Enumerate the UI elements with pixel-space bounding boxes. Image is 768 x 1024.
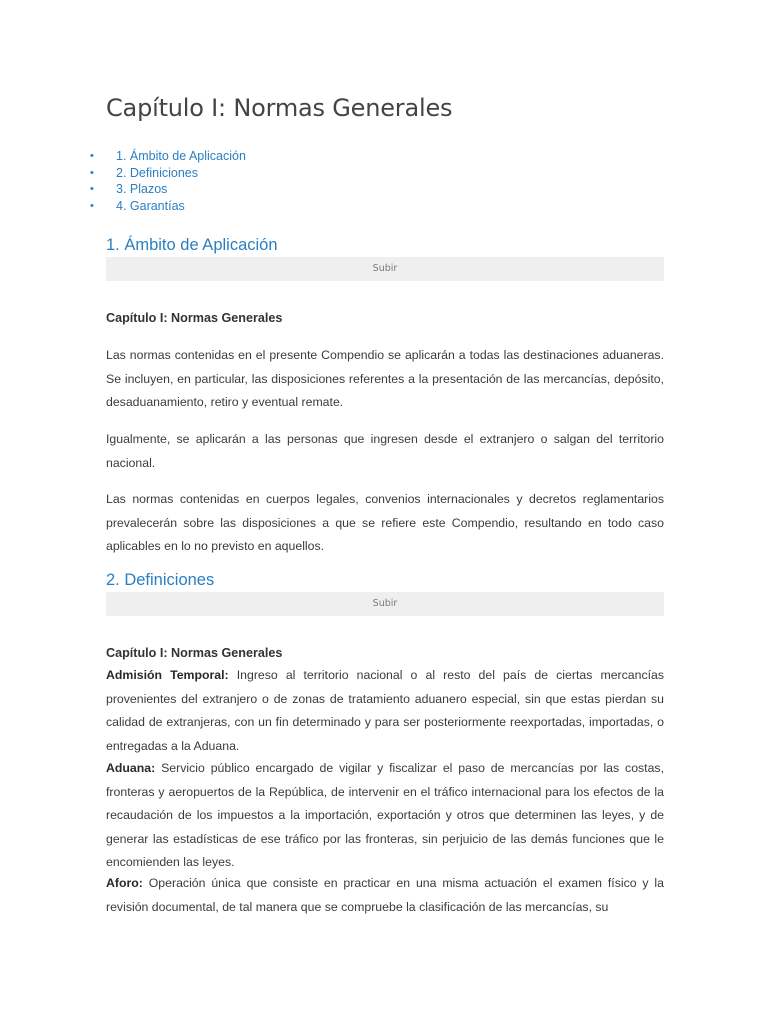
definition-text: Ingreso al territorio nacional o al resto del país de ciertas mercancías provenientes del extranjero o de zonas de tratamiento aduanero especial, sin que estas pierdan su calidad de extranjeras, con un fin determinado y para ser posteriormente reexportadas, importadas, o entregadas a la Aduana.	[106, 668, 665, 753]
paragraph: Igualmente, se aplicarán a las personas que ingresen desde el extranjero o salgan del territorio nacional.	[106, 432, 664, 470]
toc-link-plazos[interactable]: 3. Plazos	[116, 182, 168, 197]
bullet-icon: •	[90, 150, 94, 162]
subir-button[interactable]: Subir	[106, 592, 664, 616]
definition-text: Operación única que consiste en practicar en una misma actuación el examen físico y la revisión documental, de tal manera que se compruebe la clasificación de las mercancías, su	[106, 876, 664, 914]
definition-admision-temporal	[106, 664, 664, 758]
toc-link-ambito[interactable]: 1. Ámbito de Aplicación	[116, 149, 246, 163]
definition-term: Aforo:	[106, 876, 143, 890]
definition-term: Admisión Temporal:	[106, 668, 229, 682]
section-subtitle: Capítulo I: Normas Generales	[106, 646, 283, 660]
toc-link-definiciones[interactable]: 2. Definiciones	[116, 165, 198, 180]
definition-text: Servicio público encargado de vigilar y fiscalizar el paso de mercancías por las costas, fronteras y aeropuertos de la República, de intervenir en el tráfico internacional para los efectos de la recaudación de los impuestos a la importación, exportación y otros que determinen las leyes, y de generar las estadísticas de ese tráfico por las fronteras, sin perjuicio de las demás funciones que le encomienden las leyes.	[106, 761, 664, 869]
subir-button[interactable]: Subir	[106, 257, 664, 281]
paragraph: Las normas contenidas en el presente Compendio se aplicarán a todas las destinaciones aduaneras. Se incluyen, en particular, las disposiciones referentes a la presentación de las mercancías, depósito, desaduanamiento, retiro y eventual remate.	[106, 348, 664, 409]
section-subtitle: Capítulo I: Normas Generales	[106, 311, 283, 325]
paragraph: Las normas contenidas en cuerpos legales, convenios internacionales y decretos reglamentarios prevalecerán sobre las disposiciones a que se refiere este Compendio, resultando en todo caso aplicables en lo no previsto en aquellos.	[106, 492, 664, 553]
bullet-icon: •	[90, 200, 94, 213]
section-heading-definiciones: 2. Definiciones	[106, 571, 215, 589]
table-of-contents	[90, 148, 246, 215]
definition-term: Aduana:	[106, 761, 156, 775]
toc-item	[90, 198, 246, 215]
toc-link-garantias[interactable]: 4. Garantías	[116, 199, 185, 214]
toc-item	[90, 148, 246, 165]
page-title: Capítulo I: Normas Generales	[106, 94, 453, 122]
definition-aduana	[106, 757, 664, 875]
bullet-icon: •	[90, 166, 94, 179]
toc-item	[90, 165, 246, 182]
section-heading-ambito: 1. Ámbito de Aplicación	[106, 236, 278, 254]
toc-item	[90, 181, 246, 198]
definition-aforo	[106, 872, 664, 919]
bullet-icon: •	[90, 183, 94, 196]
